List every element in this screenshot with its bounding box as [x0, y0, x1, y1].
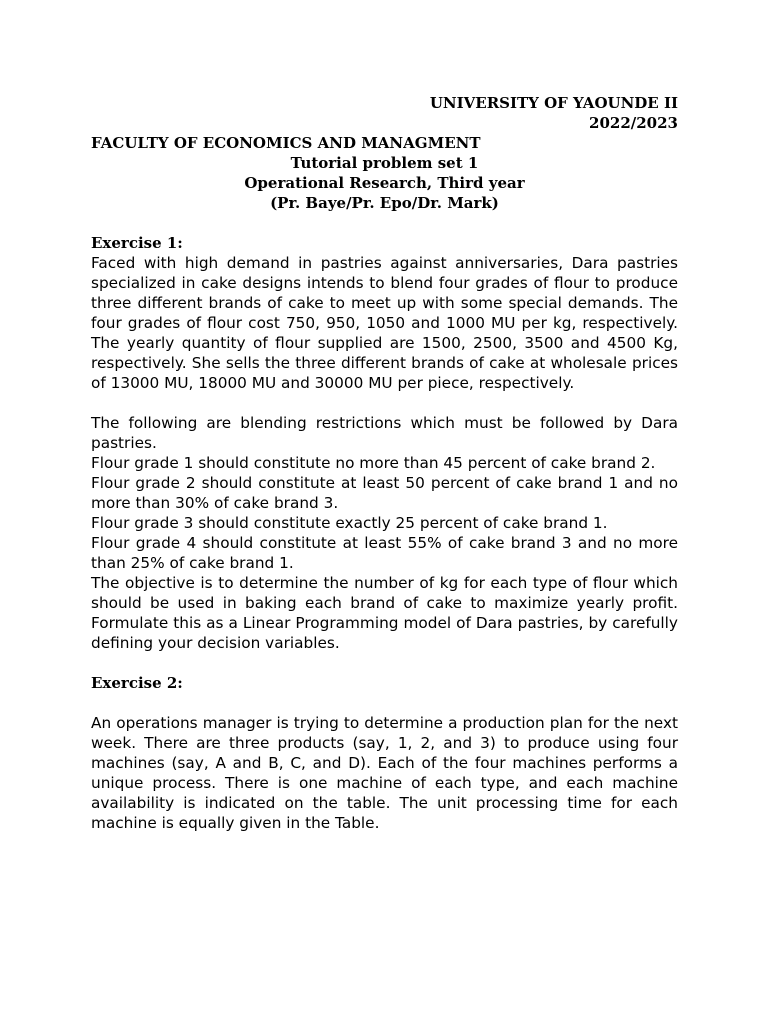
exercise-1-restrictions-intro: The following are blending restrictions which must be followed by Dara pastries. [91, 414, 678, 452]
university-name: UNIVERSITY OF YAOUNDE II [429, 94, 678, 112]
restriction-item: Flour grade 1 should constitute no more than 45 percent of cake brand 2. [91, 454, 656, 472]
lecturers: (Pr. Baye/Pr. Epo/Dr. Mark) [270, 194, 499, 212]
document-page [91, 93, 678, 833]
course-title: Operational Research, Third year [244, 174, 525, 192]
exercise-1-title: Exercise 1: [91, 234, 183, 252]
exercise-2-title: Exercise 2: [91, 674, 183, 692]
restriction-item: Flour grade 3 should constitute exactly 25 percent of cake brand 1. [91, 514, 608, 532]
exercise-2-text: An operations manager is trying to determine a production plan for the next week. There are three products (say, 1, 2, and 3) to produce using four machines (say, A and B, C, and D). Each of the four machines performs a unique process. There is one machine of each type, and each machine availability is indicated on the table. The unit processing time for each machine is equally given in the Table. [91, 714, 678, 832]
academic-year: 2022/2023 [589, 114, 678, 132]
restriction-item: Flour grade 4 should constitute at least 55% of cake brand 3 and no more than 25% of cake brand 1. [91, 534, 678, 572]
faculty-name: FACULTY OF ECONOMICS AND MANAGMENT [91, 134, 481, 152]
exercise-1-intro: Faced with high demand in pastries against anniversaries, Dara pastries specialized in cake designs intends to blend four grades of flour to produce three different brands of cake to meet up with some special demands. The four grades of flour cost 750, 950, 1050 and 1000 MU per kg, respectively. The yearly quantity of flour supplied are 1500, 2500, 3500 and 4500 Kg, respectively. She sells the three different brands of cake at wholesale prices of 13000 MU, 18000 MU and 30000 MU per piece, respectively. [91, 254, 678, 392]
restriction-item: Flour grade 2 should constitute at least 50 percent of cake brand 1 and no more than 30% of cake brand 3. [91, 474, 678, 512]
exercise-1-objective: The objective is to determine the number of kg for each type of flour which should be used in baking each brand of cake to maximize yearly profit. Formulate this as a Linear Programming model of Dara pastries, by carefully defining your decision variables. [91, 574, 678, 652]
tutorial-title: Tutorial problem set 1 [290, 154, 479, 172]
